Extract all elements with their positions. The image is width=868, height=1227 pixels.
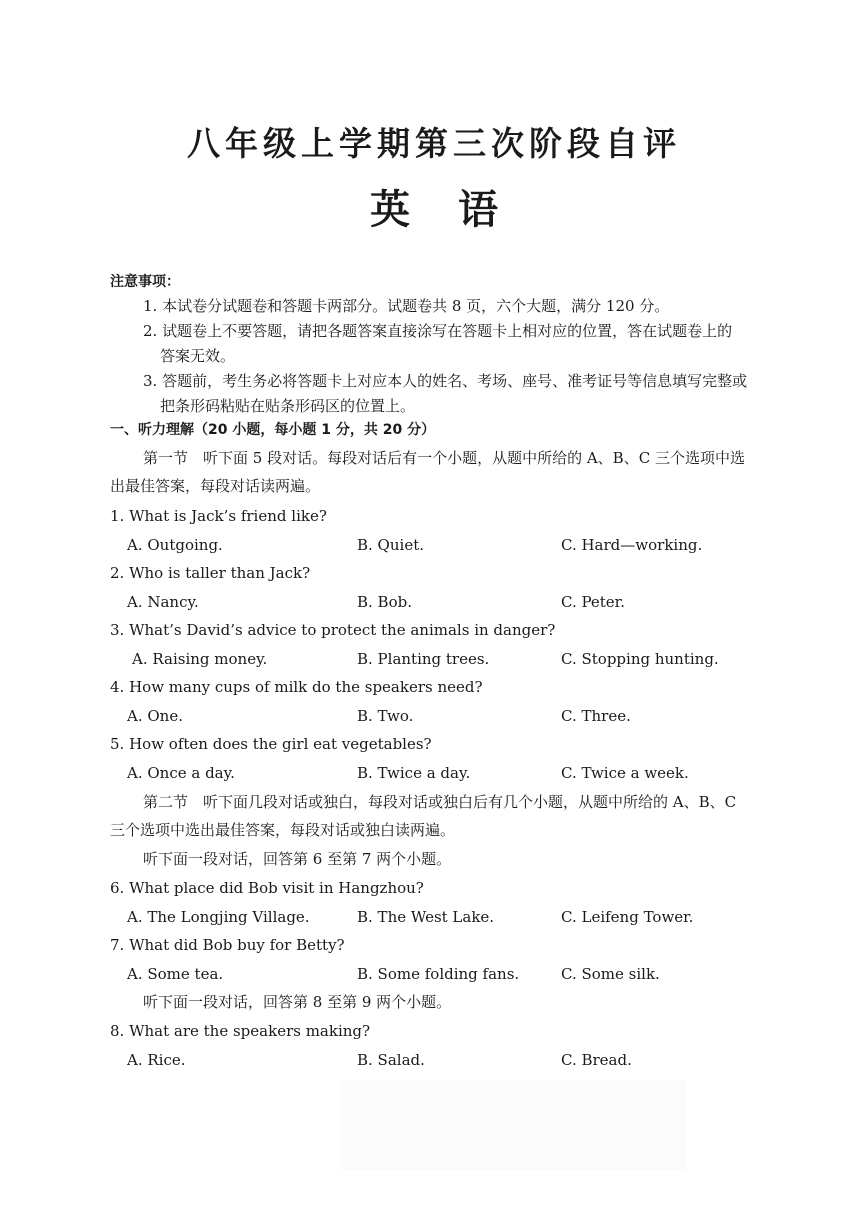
notice-item: 2. 试题卷上不要答题，请把各题答案直接涂写在答题卡上相对应的位置，答在试题卷上的 [143, 322, 733, 340]
option-c: C. Leifeng Tower. [561, 908, 694, 926]
option-a: A. One. [127, 707, 183, 725]
notice-heading: 注意事项： [110, 274, 180, 290]
option-a: A. Nancy. [127, 593, 199, 611]
option-a: A. The Longjing Village. [127, 908, 310, 926]
option-b: B. Some folding fans. [357, 965, 520, 983]
notice-item: 把条形码粘贴在贴条形码区的位置上。 [160, 397, 416, 415]
option-c: C. Twice a week. [561, 764, 689, 782]
part1-instructions-cont: 出最佳答案，每段对话读两遍。 [110, 477, 321, 495]
part1-instructions: 第一节 听下面 5 段对话。每段对话后有一个小题，从题中所给的 A、B、C 三个选项中选 [143, 449, 745, 467]
option-b: B. Quiet. [357, 536, 424, 554]
question-text: 7. What did Bob buy for Betty? [110, 936, 345, 954]
question-text: 1. What is Jack’s friend like? [110, 507, 327, 525]
notice-item: 3. 答题前，考生务必将答题卡上对应本人的姓名、考场、座号、准考证号等信息填写完整或 [143, 372, 748, 390]
option-c: C. Three. [561, 707, 631, 725]
option-c: C. Hard—working. [561, 536, 703, 554]
option-b: B. The West Lake. [357, 908, 495, 926]
option-b: B. Twice a day. [357, 764, 471, 782]
option-c: C. Peter. [561, 593, 625, 611]
notice-item: 答案无效。 [160, 347, 236, 365]
option-a: A. Outgoing. [127, 536, 223, 554]
question-text: 2. Who is taller than Jack? [110, 564, 311, 582]
option-c: C. Stopping hunting. [561, 650, 719, 668]
option-c: C. Bread. [561, 1051, 632, 1069]
part2-instructions-cont: 三个选项中选出最佳答案，每段对话或独白读两遍。 [110, 821, 456, 839]
option-b: B. Two. [357, 707, 414, 725]
exam-title: 八年级上学期第三次阶段自评 [187, 124, 681, 163]
dialog-instruction: 听下面一段对话，回答第 6 至第 7 两个小题。 [143, 850, 452, 868]
option-a: A. Rice. [127, 1051, 186, 1069]
option-a: A. Some tea. [127, 965, 224, 983]
subject-title: 英语 [370, 187, 546, 233]
notice-item: 1. 本试卷分试题卷和答题卡两部分。试题卷共 8 页，六个大题，满分 120 分。 [143, 297, 670, 315]
question-text: 4. How many cups of milk do the speakers need? [110, 678, 483, 696]
option-b: B. Salad. [357, 1051, 425, 1069]
question-text: 8. What are the speakers making? [110, 1022, 371, 1040]
section-heading: 一、听力理解（20 小题，每小题 1 分，共 20 分） [110, 422, 436, 438]
dialog-instruction: 听下面一段对话，回答第 8 至第 9 两个小题。 [143, 993, 452, 1011]
scan-shading [340, 1080, 685, 1170]
part2-instructions: 第二节 听下面几段对话或独白，每段对话或独白后有几个小题，从题中所给的 A、B、C [143, 793, 737, 811]
option-a: A. Once a day. [127, 764, 235, 782]
option-c: C. Some silk. [561, 965, 660, 983]
question-text: 6. What place did Bob visit in Hangzhou? [110, 879, 424, 897]
option-b: B. Planting trees. [357, 650, 490, 668]
question-text: 3. What’s David’s advice to protect the animals in danger? [110, 621, 556, 639]
option-b: B. Bob. [357, 593, 412, 611]
option-a: A. Raising money. [132, 650, 268, 668]
question-text: 5. How often does the girl eat vegetables? [110, 735, 432, 753]
